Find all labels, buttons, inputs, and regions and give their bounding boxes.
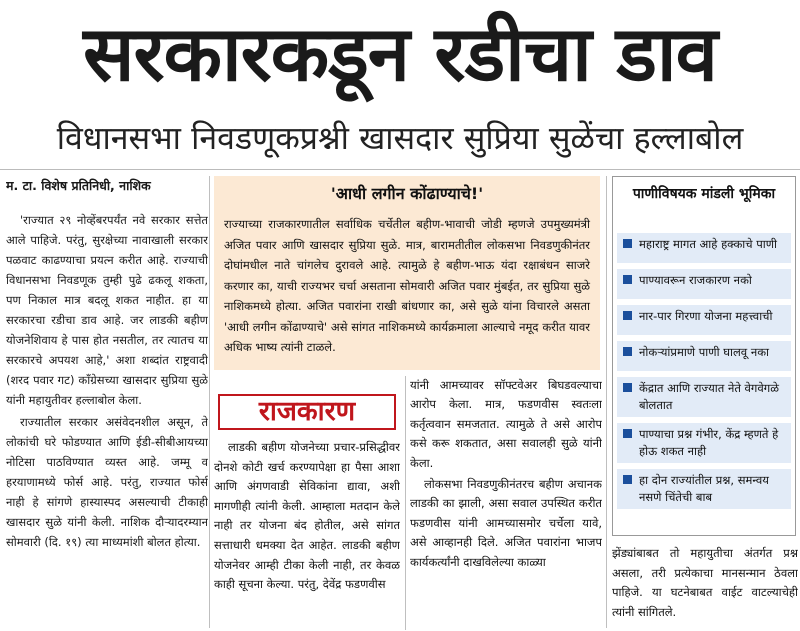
subheadline: विधानसभा निवडणूकप्रश्नी खासदार सुप्रिया सुळेंचा हल्लाबोल xyxy=(0,110,800,170)
middle-column-2 xyxy=(410,376,602,630)
sidebar-box xyxy=(612,176,796,536)
sidebar-item-text: हा दोन राज्यांतील प्रश्न, समन्वय नसणे चिंतेची बाब xyxy=(639,473,769,504)
left-column xyxy=(6,176,208,628)
square-bullet-icon xyxy=(623,275,632,284)
square-bullet-icon xyxy=(623,429,632,438)
byline: म. टा. विशेष प्रतिनिधी, नाशिक xyxy=(6,178,151,193)
sidebar-item xyxy=(617,423,791,463)
column-divider xyxy=(209,176,210,628)
square-bullet-icon xyxy=(623,475,632,484)
sidebar-item-text: महाराष्ट्र मागत आहे हक्काचे पाणी xyxy=(639,237,778,251)
sidebar-item xyxy=(617,305,791,335)
section-label: राजकारण xyxy=(258,396,356,427)
sidebar-item-text: पाण्यावरून राजकारण नको xyxy=(639,273,752,287)
middle2-paragraph-2: लोकसभा निवडणुकीनंतरच बहीण अचानक लाडकी का झाली, असा सवाल उपस्थित करीत फडणवीस यांनी आमच्यासमोर चर्चेला यावे, असे आव्हानही दिले. अजित पवारांना भाजप कार्यकर्त्यांनी दाखविलेल्या काळ्या xyxy=(410,477,602,569)
sidebar-item xyxy=(617,469,791,509)
highlight-box xyxy=(214,176,600,370)
section-label-box xyxy=(218,394,396,430)
highlight-title: 'आधी लगीन कोंढाण्याचे!' xyxy=(330,184,484,203)
sidebar-item-text: नार-पार गिरणा योजना महत्त्वाची xyxy=(639,309,773,323)
square-bullet-icon xyxy=(623,347,632,356)
column-divider xyxy=(606,176,607,628)
middle-column xyxy=(214,438,400,630)
highlight-body: राज्याच्या राजकारणातील सर्वाधिक चर्चेतील बहीण-भावाची जोडी म्हणजे उपमुख्यमंत्री अजित पवार आणि खासदार सुप्रिया सुळे. मात्र, बारामतीतील लोकसभा निवडणुकीनंतर दोघांमधील नाते चांगलेच दुरावले आहे. त्यामुळे हे बहीण-भाऊ यंदा रक्षाबंधन साजरे करणार का, याची राज्यभर चर्चा असताना सोमवारी अजित पवार मुंबईत, तर सुप्रिया सुळे नाशिकमध्ये होत्या. अजित पवारांना राखी बांधणार का, असे सुळे यांना विचारले असता 'आधी लगीन कोंढाण्याचे' असे सांगत नाशिकमध्ये कार्यक्रमाला आल्याचे नमूद करीत यावर अधिक भाष्य त्यांनी टाळले. xyxy=(224,217,590,354)
sidebar-item-text: केंद्रात आणि राज्यात नेते वेगवेगळे बोलतात xyxy=(639,381,780,412)
column-divider xyxy=(405,376,406,630)
sidebar-item xyxy=(617,269,791,299)
sidebar-item xyxy=(617,377,791,417)
left-paragraph-1: 'राज्यात २९ नोव्हेंबरपर्यंत नवे सरकार सत्तेत आले पाहिजे. परंतु, सुरक्षेच्या नावाखाली सरकार पळवाट काढण्याचा प्रयत्न करीत आहे. राज्याची विधानसभा निवडणूक तुम्ही पुढे ढकलू शकता, पण निकाल मात्र बदलू शकत नाहीत. हा या सरकारचा रडीचा डाव आहे. जर लाडकी बहीण योजनेशिवाय हे पास होत नसतील, तर त्यातच या सरकारचे अपयश आहे,' अशा शब्दांत राष्ट्रवादी (शरद पवार गट) काँग्रेसच्या खासदार सुप्रिया सुळे यांनी महायुतीवर हल्लाबोल केला. xyxy=(6,213,208,407)
sidebar-item-text: पाण्याचा प्रश्न गंभीर, केंद्र म्हणते हे होऊ शकत नाही xyxy=(639,427,779,458)
middle2-paragraph-1: यांनी आमच्यावर सॉफ्टवेअर बिघडवल्याचा आरोप केला. मात्र, फडणवीस स्वतःला कर्तृत्ववान समजतात. त्यामुळे ते असे आरोप कसे करू शकतात, असा सवालही सुळे यांनी केला. xyxy=(410,378,602,470)
sidebar-item xyxy=(617,341,791,371)
left-paragraph-2: राज्यातील सरकार असंवेदनशील असून, ते लोकांची घरे फोडण्यात आणि ईडी-सीबीआयच्या नोटिसा पाठविण्यात व्यस्त आहे. जम्मू व हरयाणामध्ये फोर्स आहे. परंतु, राज्यात फोर्स नाही हे सांगणे हास्यास्पद असल्याची टीकाही खासदार सुळे यांनी केली. नाशिक दौऱ्यादरम्यान सोमवारी (दि. १९) त्या माध्यमांशी बोलत होत्या. xyxy=(6,415,208,549)
square-bullet-icon xyxy=(623,239,632,248)
square-bullet-icon xyxy=(623,311,632,320)
sidebar-item-text: नोकऱ्यांप्रमाणे पाणी घालवू नका xyxy=(639,345,770,359)
sidebar-title: पाणीविषयक मांडली भूमिका xyxy=(632,186,776,202)
headline: सरकारकडून रडीचा डाव xyxy=(83,9,717,98)
sidebar-continuation-text: झेंड्यांबाबत तो महायुतीचा अंतर्गत प्रश्न असला, तरी प्रत्येकाचा मानसन्मान ठेवला पाहिजे. या घटनेबाबत वाईट वाटल्याचेही त्यांनी सांगितले. xyxy=(612,546,798,619)
square-bullet-icon xyxy=(623,383,632,392)
sidebar-item xyxy=(617,233,791,263)
middle-paragraph: लाडकी बहीण योजनेच्या प्रचार-प्रसिद्धीवर दोनशे कोटी खर्च करण्यापेक्षा हा पैसा आशा आणि अंगणवाडी सेविकांना द्यावा, अशी मागणीही त्यांनी केली. आम्हाला मतदान केले नाही तर योजना बंद होतील, असे सांगत सत्ताधारी धमक्या देत आहेत. लाडकी बहीण योजनेवर आम्ही टीका केली नाही, तर केवळ काही सूचना केल्या. परंतु, देवेंद्र फडणवीस xyxy=(214,440,400,592)
